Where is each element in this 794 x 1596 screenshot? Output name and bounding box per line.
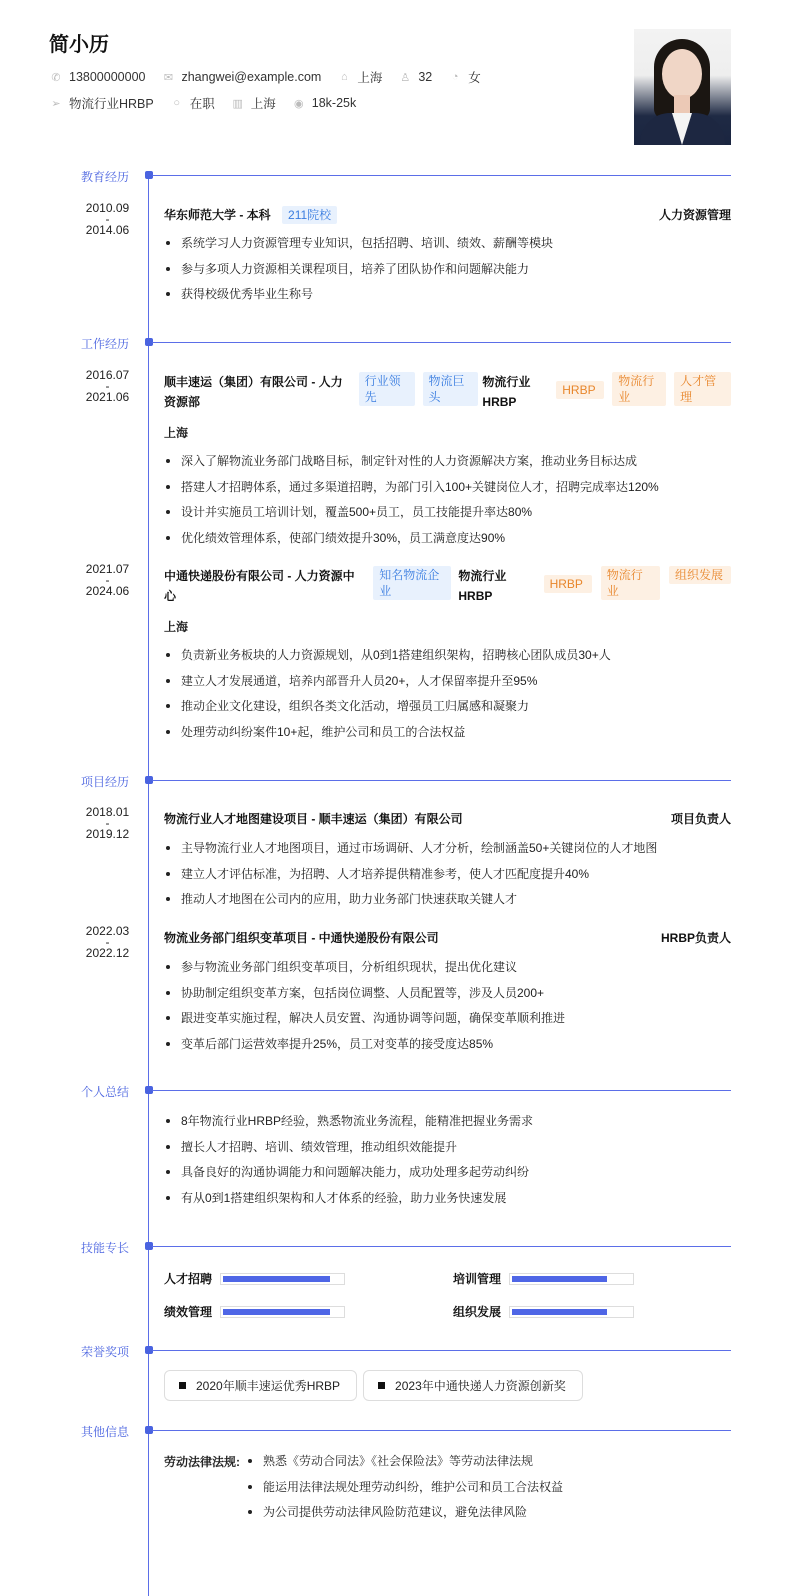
list-item: 8年物流行业HRBP经验，熟悉物流业务流程，能精准把握业务需求 bbox=[164, 1113, 731, 1139]
age-icon: ♙ bbox=[400, 71, 411, 84]
other-list bbox=[246, 1453, 726, 1530]
skill-bar bbox=[220, 1273, 345, 1285]
project-date: 2018.01 - 2019.12 bbox=[85, 805, 130, 841]
role-tag: HRBP bbox=[544, 575, 592, 593]
project-role: 项目负责人 bbox=[670, 812, 731, 826]
list-item: 熟悉《劳动合同法》《社会保险法》等劳动法律法规 bbox=[246, 1453, 726, 1479]
section-divider bbox=[152, 780, 731, 781]
list-item: 擅长人才招聘、培训、绩效管理，推动组织效能提升 bbox=[164, 1139, 731, 1165]
section-divider bbox=[152, 1090, 731, 1091]
list-item: 深入了解物流业务部门战略目标，制定针对性的人力资源解决方案，推动业务目标达成 bbox=[164, 453, 731, 479]
project-entry bbox=[164, 810, 731, 917]
section-education-title: 教育经历 bbox=[80, 170, 129, 184]
section-divider bbox=[152, 1430, 731, 1431]
section-divider bbox=[152, 1350, 731, 1351]
company-tag: 知名物流企业 bbox=[373, 566, 451, 600]
work-city: 上海 bbox=[164, 620, 189, 634]
status-icon: ○ bbox=[173, 97, 181, 109]
list-item: 建立人才发展通道，培养内部晋升人员20+，人才保留率提升至95% bbox=[164, 673, 731, 699]
company-name: 中通快递股份有限公司 - 人力资源中心 bbox=[164, 569, 355, 603]
position: 物流行业HRBP bbox=[69, 97, 154, 111]
salary: 18k-25k bbox=[311, 96, 357, 110]
work-entry bbox=[164, 566, 731, 750]
city: 上海 bbox=[357, 71, 383, 85]
list-item: 建立人才评估标准，为招聘、人才培养提供精准参考，使人才匹配度提升40% bbox=[164, 866, 731, 892]
company-tag: 物流巨头 bbox=[423, 372, 479, 406]
company-name: 顺丰速运（集团）有限公司 - 人力资源部 bbox=[164, 375, 343, 409]
expected-city: 上海 bbox=[250, 97, 276, 111]
skill-bar-fill bbox=[223, 1276, 330, 1282]
work-date: 2016.07 - 2021.06 bbox=[85, 368, 130, 404]
section-summary-title: 个人总结 bbox=[80, 1085, 129, 1099]
section-divider bbox=[152, 1246, 731, 1247]
email: zhangwei@example.com bbox=[181, 70, 322, 84]
skill-item: 组织发展 bbox=[453, 1303, 634, 1320]
section-skills-title: 技能专长 bbox=[80, 1241, 129, 1255]
phone-icon: ✆ bbox=[51, 71, 61, 84]
skill-bar-fill bbox=[512, 1309, 607, 1315]
list-item: 协助制定组织变革方案，包括岗位调整、人员配置等，涉及人员200+ bbox=[164, 985, 731, 1011]
skill-bar bbox=[220, 1306, 345, 1318]
role: 物流行业HRBP bbox=[482, 375, 531, 409]
honors-list bbox=[164, 1370, 589, 1401]
section-other-title: 其他信息 bbox=[80, 1425, 129, 1439]
other-label: 劳动法律法规: bbox=[164, 1455, 240, 1469]
list-item: 优化绩效管理体系，使部门绩效提升30%，员工满意度达90% bbox=[164, 530, 731, 556]
honor-chip: 2023年中通快递人力资源创新奖 bbox=[363, 1370, 583, 1401]
square-bullet-icon bbox=[378, 1382, 385, 1389]
avatar-photo bbox=[634, 29, 731, 145]
list-item: 推动企业文化建设，组织各类文化活动，增强员工归属感和凝聚力 bbox=[164, 698, 731, 724]
work-city: 上海 bbox=[164, 426, 189, 440]
list-item: 处理劳动纠纷案件10+起，维护公司和员工的合法权益 bbox=[164, 724, 731, 750]
phone: 13800000000 bbox=[69, 70, 146, 84]
contact-row-2 bbox=[49, 93, 366, 113]
skill-item: 人才招聘 bbox=[164, 1270, 345, 1287]
role-tag: 组织发展 bbox=[669, 566, 731, 584]
skill-bar bbox=[509, 1273, 634, 1285]
project-date: 2022.03 - 2022.12 bbox=[85, 924, 130, 960]
role-tag: 人才管理 bbox=[674, 372, 731, 406]
project-entry bbox=[164, 929, 731, 1062]
gender: 女 bbox=[468, 71, 481, 85]
skill-item: 培训管理 bbox=[453, 1270, 634, 1287]
list-item: 参与多项人力资源相关课程项目，培养了团队协作和问题解决能力 bbox=[164, 261, 731, 287]
education-date: 2010.09 - 2014.06 bbox=[85, 201, 130, 237]
role: 物流行业HRBP bbox=[458, 569, 507, 603]
skill-bar-fill bbox=[512, 1276, 607, 1282]
role-tag: 物流行业 bbox=[601, 566, 660, 600]
list-item: 推动人才地图在公司内的应用，助力业务部门快速获取关键人才 bbox=[164, 891, 731, 917]
work-date: 2021.07 - 2024.06 bbox=[85, 562, 130, 598]
status: 在职 bbox=[189, 97, 215, 111]
company-tag: 行业领先 bbox=[359, 372, 415, 406]
section-divider bbox=[152, 175, 731, 176]
age: 32 bbox=[418, 70, 433, 84]
contact-row-1 bbox=[49, 67, 491, 87]
square-bullet-icon bbox=[179, 1382, 186, 1389]
school-tag: 211院校 bbox=[282, 206, 337, 224]
list-item: 能运用法律法规处理劳动纠纷，维护公司和员工合法权益 bbox=[246, 1479, 726, 1505]
candidate-name: 简小历 bbox=[49, 34, 109, 56]
list-item: 参与物流业务部门组织变革项目，分析组织现状，提出优化建议 bbox=[164, 959, 731, 985]
building-icon: ▥ bbox=[232, 97, 243, 110]
major: 人力资源管理 bbox=[658, 208, 731, 222]
list-item: 搭建人才招聘体系，通过多渠道招聘，为部门引入100+关键岗位人才，招聘完成率达120% bbox=[164, 479, 731, 505]
salary-icon: ◉ bbox=[293, 97, 304, 110]
home-icon: ⌂ bbox=[341, 71, 348, 83]
section-work-title: 工作经历 bbox=[80, 337, 129, 351]
project-title: 物流业务部门组织变革项目 - 中通快递股份有限公司 bbox=[164, 931, 439, 945]
honor-chip: 2020年顺丰速运优秀HRBP bbox=[164, 1370, 357, 1401]
timeline-line bbox=[148, 175, 149, 1596]
section-divider bbox=[152, 342, 731, 343]
section-honors-title: 荣誉奖项 bbox=[80, 1345, 129, 1359]
email-icon: ✉ bbox=[163, 71, 174, 84]
send-icon: ➢ bbox=[51, 97, 61, 110]
list-item: 系统学习人力资源管理专业知识，包括招聘、培训、绩效、薪酬等模块 bbox=[164, 235, 731, 261]
role-tag: 物流行业 bbox=[612, 372, 666, 406]
summary-list bbox=[164, 1113, 731, 1216]
list-item: 跟进变革实施过程，解决人员安置、沟通协调等问题，确保变革顺利推进 bbox=[164, 1010, 731, 1036]
list-item: 有从0到1搭建组织架构和人才体系的经验，助力业务快速发展 bbox=[164, 1190, 731, 1216]
skill-bar bbox=[509, 1306, 634, 1318]
school-name: 华东师范大学 - 本科 bbox=[164, 208, 271, 222]
project-role: HRBP负责人 bbox=[660, 931, 731, 945]
section-project-title: 项目经历 bbox=[80, 775, 129, 789]
list-item: 设计并实施员工培训计划，覆盖500+员工，员工技能提升率达80% bbox=[164, 504, 731, 530]
skill-item: 绩效管理 bbox=[164, 1303, 345, 1320]
list-item: 负责新业务板块的人力资源规划，从0到1搭建组织架构，招聘核心团队成员30+人 bbox=[164, 647, 731, 673]
skill-bar-fill bbox=[223, 1309, 330, 1315]
list-item: 为公司提供劳动法律风险防范建议，避免法律风险 bbox=[246, 1504, 726, 1530]
list-item: 具备良好的沟通协调能力和问题解决能力，成功处理多起劳动纠纷 bbox=[164, 1164, 731, 1190]
list-item: 主导物流行业人才地图项目，通过市场调研、人才分析，绘制涵盖50+关键岗位的人才地图 bbox=[164, 840, 731, 866]
project-title: 物流行业人才地图建设项目 - 顺丰速运（集团）有限公司 bbox=[164, 812, 463, 826]
gender-icon: ◔ bbox=[451, 71, 459, 83]
work-entry bbox=[164, 372, 731, 556]
list-item: 获得校级优秀毕业生称号 bbox=[164, 286, 731, 312]
education-entry bbox=[164, 206, 731, 312]
list-item: 变革后部门运营效率提升25%，员工对变革的接受度达85% bbox=[164, 1036, 731, 1062]
role-tag: HRBP bbox=[556, 381, 604, 399]
